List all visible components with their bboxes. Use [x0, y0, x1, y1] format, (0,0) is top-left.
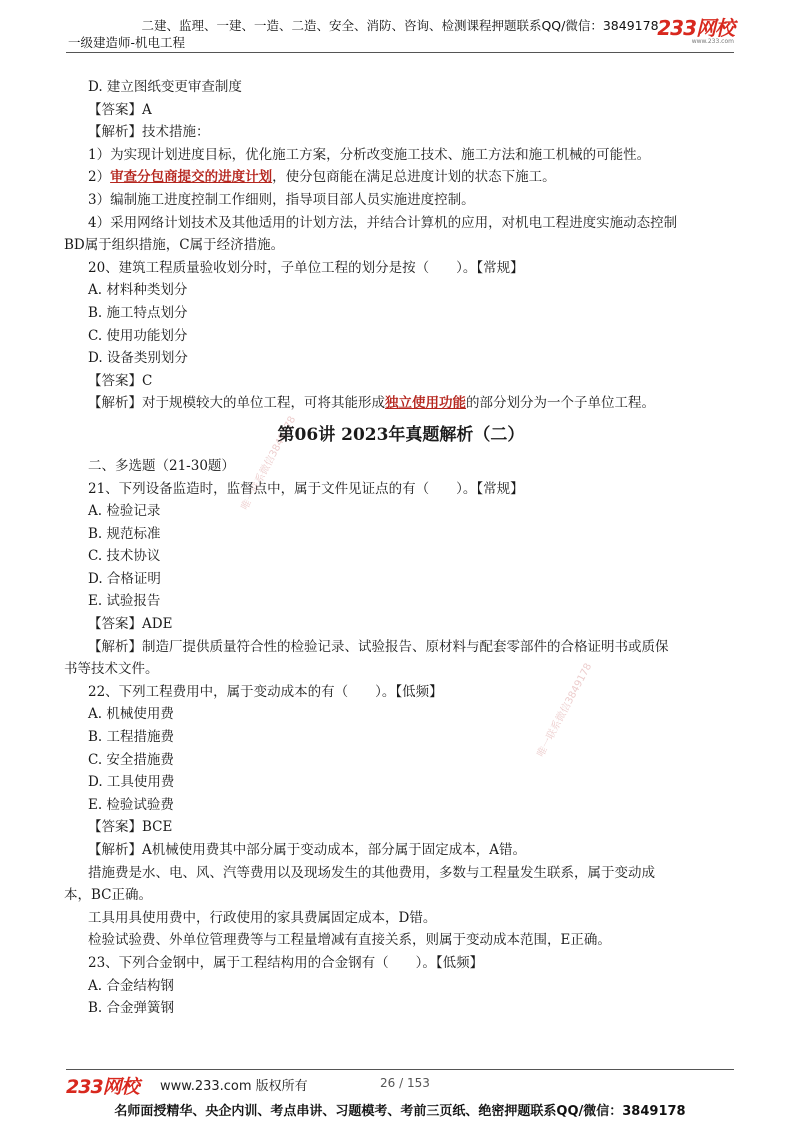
- option-line: E. 试验报告: [88, 593, 161, 610]
- text-span: 的部分划分为一个子单位工程。: [466, 395, 655, 412]
- option-line: C. 技术协议: [88, 548, 161, 565]
- analysis-line: 【解析】A机械使用费其中部分属于变动成本，部分属于固定成本，A错。: [88, 842, 526, 858]
- option-line: A. 合金结构钢: [88, 977, 174, 994]
- option-line: C. 使用功能划分: [88, 327, 188, 344]
- section-subheading: 二、多选题（21-30题）: [88, 457, 235, 474]
- footer-copyright: www.233.com 版权所有: [160, 1079, 308, 1094]
- header-divider: [66, 52, 734, 53]
- option-line: E. 检验试验费: [88, 796, 174, 813]
- text-line: 本，BC正确。: [64, 887, 153, 904]
- logo-text: 233网校: [657, 16, 734, 40]
- text-line: 工具用具使用费中，行政使用的家具费属固定成本，D错。: [88, 909, 437, 926]
- option-line: A. 机械使用费: [88, 706, 174, 723]
- text-span: 【解析】对于规模较大的单位工程，可将其能形成: [88, 395, 385, 412]
- logo-url: www.233.com: [691, 38, 734, 45]
- text-span: ，使分包商能在满足总进度计划的状态下施工。: [272, 169, 556, 186]
- text-line: 检验试验费、外单位管理费等与工程量增减有直接关系，则属于变动成本范围，E正确。: [88, 932, 611, 949]
- text-line: 4）采用网络计划技术及其他适用的计划方法，并结合计算机的应用，对机电工程进度实施动态控制: [88, 214, 678, 231]
- highlighted-phrase: 审查分包商提交的进度计划: [110, 169, 273, 186]
- option-line: D. 建立图纸变更审查制度: [88, 79, 242, 95]
- option-line: B. 工程措施费: [88, 729, 175, 746]
- option-line: A. 材料种类划分: [88, 282, 188, 299]
- option-line: D. 合格证明: [88, 570, 161, 587]
- watermark: 唯一联系微信3849178: [239, 414, 299, 513]
- footer-logo: 233网校: [66, 1076, 139, 1098]
- highlighted-phrase: 独立使用功能: [385, 395, 466, 412]
- document-body: [64, 76, 738, 1020]
- option-line: D. 设备类别划分: [88, 350, 188, 367]
- text-line: 1）为实现计划进度目标，优化施工方案，分析改变施工技术、施工方法和施工机械的可能性。: [88, 146, 651, 163]
- header-subtitle: 一级建造师-机电工程: [68, 35, 186, 50]
- footer-contact-line: 名师面授精华、央企内训、考点串讲、习题模考、考前三页纸、绝密押题联系QQ/微信：3849178: [114, 1104, 686, 1119]
- watermark: 唯一联系微信3849178: [535, 661, 595, 760]
- analysis-line: 【解析】制造厂提供质量符合性的检验记录、试验报告、原材料与配套零部件的合格证明书或质保: [88, 638, 669, 655]
- answer-line: 【答案】C: [88, 372, 153, 389]
- footer-divider: [66, 1069, 734, 1070]
- page-number: 26 / 153: [380, 1076, 430, 1090]
- analysis-line: [88, 392, 738, 415]
- text-line: 书等技术文件。: [64, 661, 159, 678]
- option-line: B. 合金弹簧钢: [88, 1000, 175, 1017]
- question-line: 21、下列设备监造时，监督点中，属于文件见证点的有（ ）。【常规】: [88, 480, 524, 497]
- text-line: 3）编制施工进度控制工作细则，指导项目部人员实施进度控制。: [88, 191, 475, 208]
- analysis-line: 【解析】技术措施：: [88, 124, 210, 141]
- brand-logo: [657, 18, 734, 46]
- answer-line: 【答案】A: [88, 101, 152, 118]
- question-line: 20、建筑工程质量验收划分时，子单位工程的划分是按（ ）。【常规】: [88, 259, 524, 276]
- option-line: B. 规范标准: [88, 525, 161, 542]
- section-title: 第06讲 2023年真题解析（二）: [277, 424, 525, 445]
- question-line: 22、下列工程费用中，属于变动成本的有（ ）。【低频】: [88, 683, 443, 700]
- question-line: 23、下列合金钢中，属于工程结构用的合金钢有（ ）。【低频】: [88, 954, 484, 971]
- text-line: 措施费是水、电、风、汽等费用以及现场发生的其他费用，多数与工程量发生联系，属于变动成: [88, 864, 655, 881]
- header-contact-line: 二建、监理、一建、一造、二造、安全、消防、咨询、检测课程押题联系QQ/微信：3849178: [141, 18, 659, 33]
- answer-line: 【答案】BCE: [88, 819, 173, 836]
- text-line: [88, 166, 738, 189]
- answer-line: 【答案】ADE: [88, 616, 173, 633]
- text-line: BD属于组织措施，C属于经济措施。: [64, 237, 285, 254]
- option-line: A. 检验记录: [88, 503, 161, 520]
- option-line: D. 工具使用费: [88, 774, 175, 791]
- option-line: B. 施工特点划分: [88, 304, 188, 321]
- text-span: 2）: [88, 169, 111, 186]
- option-line: C. 安全措施费: [88, 751, 174, 768]
